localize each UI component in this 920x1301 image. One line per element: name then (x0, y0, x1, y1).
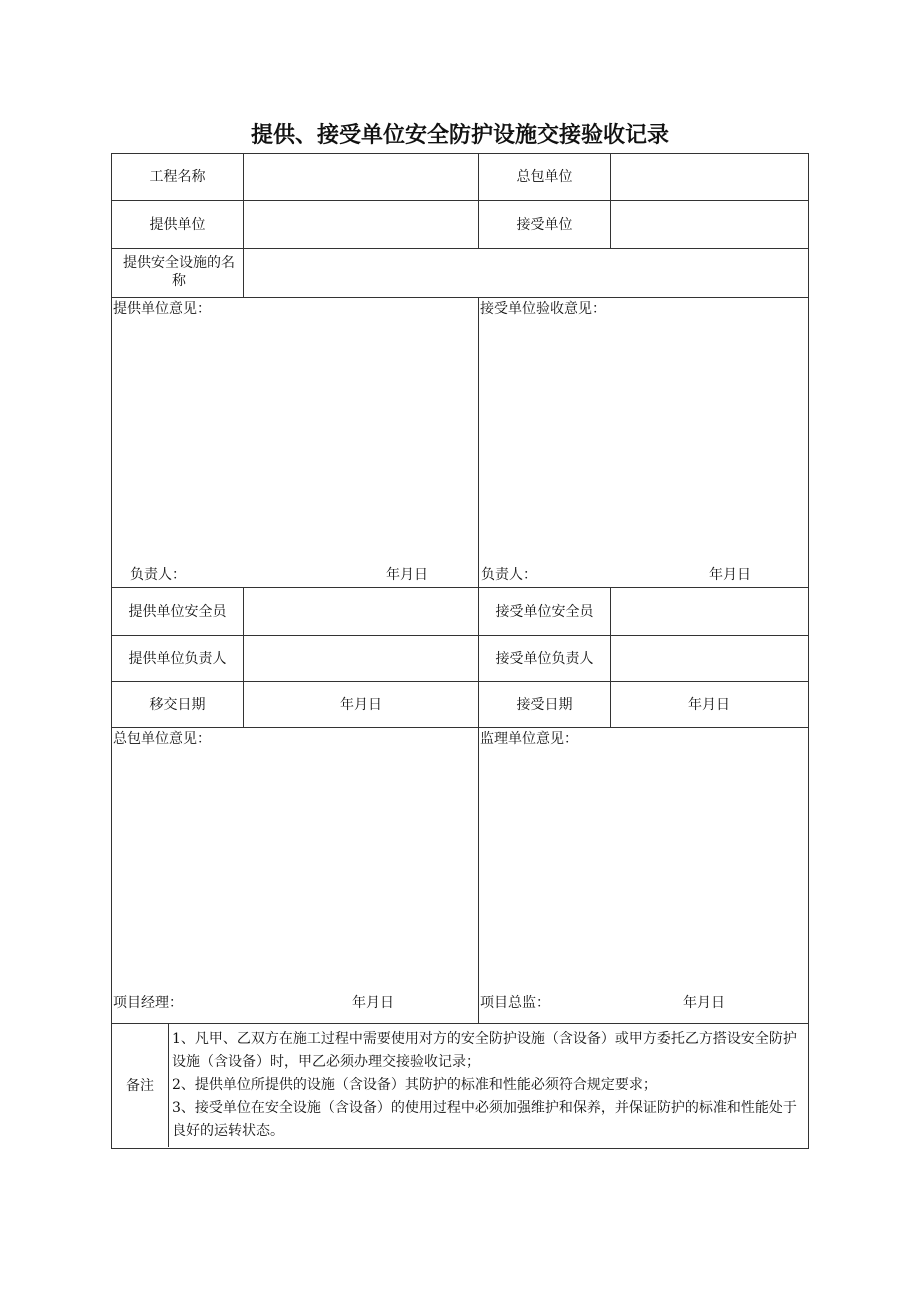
supervision-opinion-label: 监理单位意见： (480, 731, 578, 747)
gc-opinion-date: 年月日 (352, 995, 394, 1011)
remarks-notes (172, 1028, 806, 1143)
handover-date-value: 年月日 (340, 696, 382, 713)
receiver-person-in-charge: 负责人： (481, 567, 537, 583)
receiver-opinion-date: 年月日 (709, 567, 751, 583)
supervision-opinion-date: 年月日 (683, 995, 725, 1011)
receiver-head-label: 接受单位负责人 (495, 650, 594, 667)
note-item: 1、凡甲、乙双方在施工过程中需要使用对方的安全防护设施（含设备）或甲方委托乙方搭设安全防护设施（含设备）时，甲乙必须办理交接验收记录； (172, 1031, 797, 1070)
row-divider (111, 297, 809, 298)
col-divider (168, 1023, 169, 1147)
accept-date-label: 接受日期 (516, 696, 573, 713)
col-divider (478, 297, 479, 587)
receiver-safety-officer-label: 接受单位安全员 (495, 603, 594, 620)
gc-opinion-label: 总包单位意见： (113, 731, 211, 747)
note-item: 3、接受单位在安全设施（含设备）的使用过程中必须加强维护和保养，并保证防护的标准和性能处于良好的运转状态。 (172, 1100, 797, 1139)
project-name-label: 工程名称 (149, 169, 206, 185)
provider-opinion-label: 提供单位意见： (113, 301, 211, 317)
page-title: 提供、接受单位安全防护设施交接验收记录 (250, 123, 669, 148)
receiver-unit-label: 接受单位 (516, 216, 573, 233)
facility-name-label-line2: 称 (172, 273, 186, 289)
facility-name-label-line1: 提供安全设施的名 (123, 255, 235, 271)
chief-supervisor-label: 项目总监： (480, 995, 550, 1011)
col-divider (610, 153, 611, 248)
provider-opinion-date: 年月日 (386, 567, 428, 583)
provider-safety-officer-label: 提供单位安全员 (128, 603, 227, 620)
provider-person-in-charge: 负责人： (130, 567, 186, 583)
general-contractor-label: 总包单位 (516, 169, 573, 185)
provider-head-label: 提供单位负责人 (128, 650, 227, 667)
provider-unit-label: 提供单位 (149, 216, 206, 233)
handover-date-label: 移交日期 (149, 696, 206, 713)
receiver-opinion-label: 接受单位验收意见： (480, 301, 606, 317)
row-divider (111, 248, 809, 249)
remarks-label: 备注 (126, 1077, 154, 1094)
accept-date-value: 年月日 (688, 696, 730, 713)
col-divider (243, 153, 244, 297)
row-divider (111, 1023, 809, 1024)
col-divider (478, 727, 479, 1023)
row-divider (111, 727, 809, 728)
project-manager-label: 项目经理： (113, 995, 183, 1011)
facility-name-label (115, 254, 243, 290)
note-item: 2、提供单位所提供的设施（含设备）其防护的标准和性能必须符合规定要求； (172, 1077, 657, 1093)
